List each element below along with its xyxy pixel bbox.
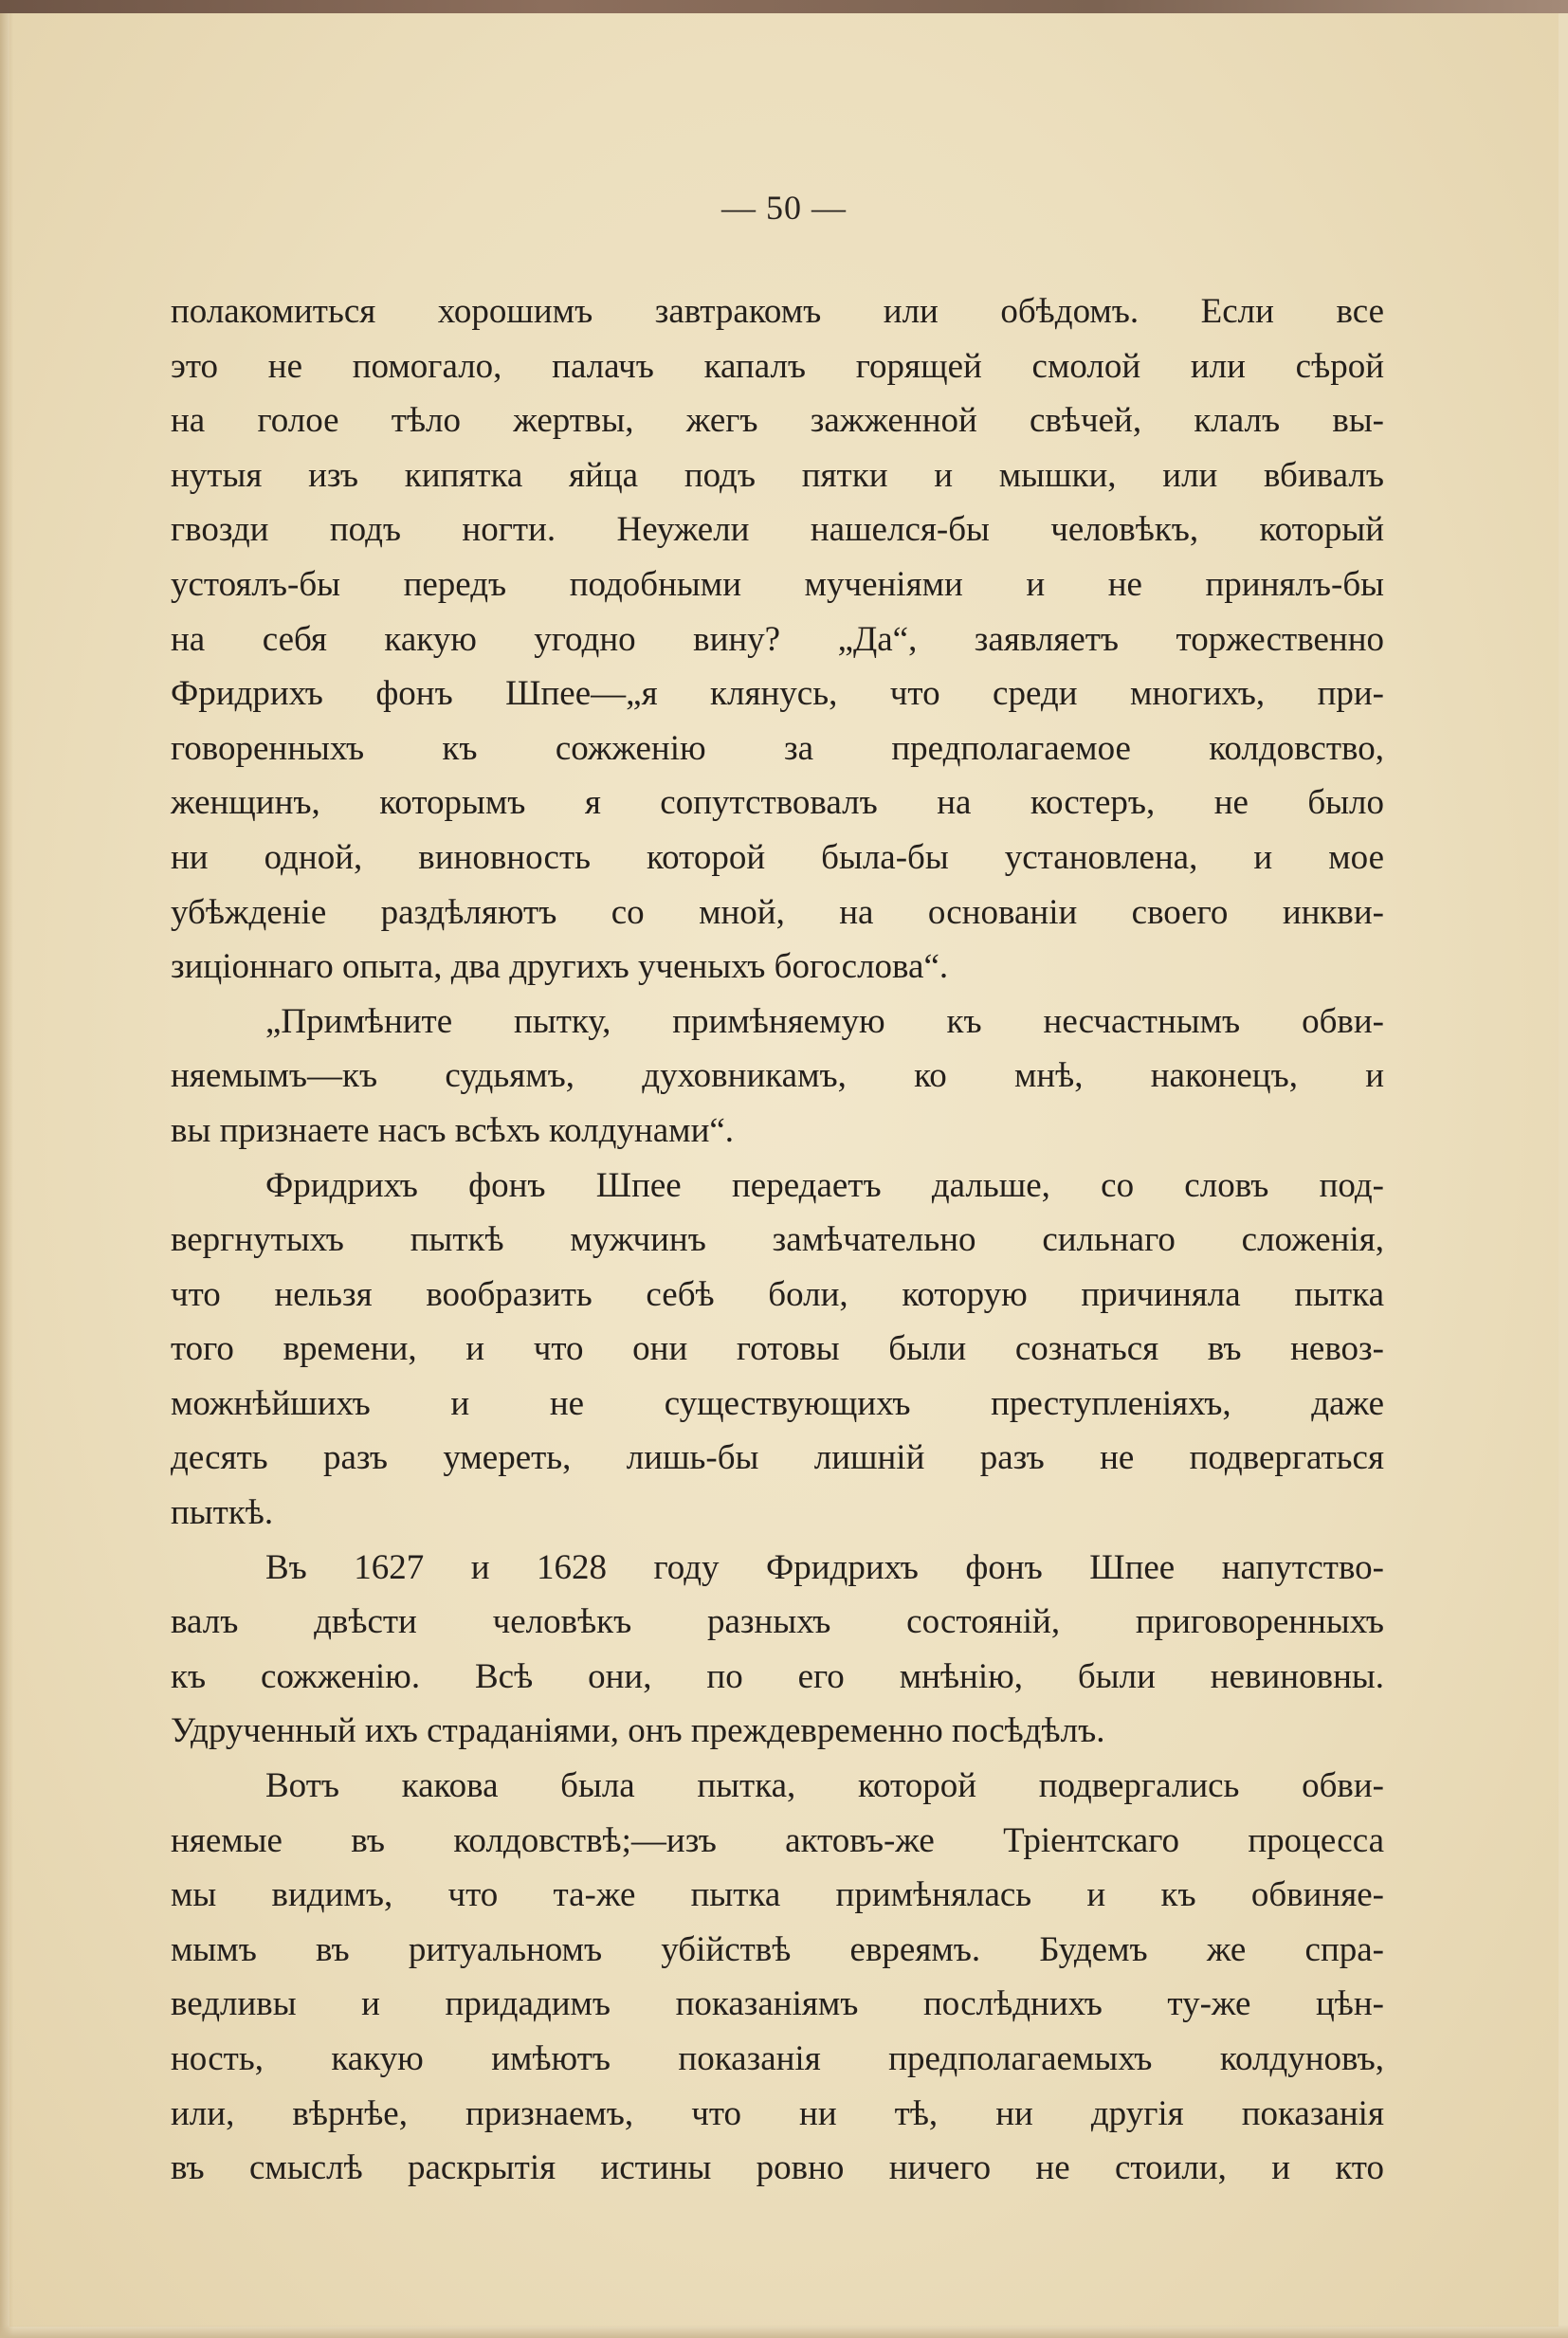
body-text — [171, 284, 1384, 2196]
text-line: мы видимъ, что та-же пытка примѣнялась и къ обвиняе- — [171, 1875, 1384, 1915]
text-line: къ сожженію. Всѣ они, по его мнѣнію, были невиновны. — [171, 1656, 1384, 1696]
text-line: мымъ въ ритуальномъ убійствѣ евреямъ. Будемъ же спра- — [171, 1929, 1384, 1969]
text-line: ни одной, виновность которой была-бы установлена, и мое — [171, 837, 1384, 877]
text-line: няемые въ колдовствѣ;—изъ актовъ-же Тріентскаго процесса — [171, 1820, 1384, 1860]
text-line: женщинъ, которымъ я сопутствовалъ на костеръ, не было — [171, 783, 1384, 823]
text-line: нутыя изъ кипятка яйца подъ пятки и мышки, или вбивалъ — [171, 455, 1384, 495]
text-line: ведливы и придадимъ показаніямъ послѣднихъ ту-же цѣн- — [171, 1984, 1384, 2024]
text-line: въ смыслѣ раскрытія истины ровно ничего не стоили, и кто — [171, 2148, 1384, 2188]
text-line: можнѣйшихъ и не существующихъ преступленіяхъ, даже — [171, 1383, 1384, 1423]
paragraph-first-line: „Примѣните пытку, примѣняемую къ несчастнымъ обви- — [265, 1001, 1384, 1041]
text-line: того времени, и что они готовы были сознаться въ невоз- — [171, 1329, 1384, 1369]
text-line: Фридрихъ фонъ Шпее—„я клянусь, что среди многихъ, при- — [171, 674, 1384, 714]
text-line: ность, какую имѣютъ показанія предполагаемыхъ колдуновъ, — [171, 2039, 1384, 2078]
text-line: что нельзя вообразить себѣ боли, которую причиняла пытка — [171, 1274, 1384, 1314]
paragraph-first-line: Вотъ какова была пытка, которой подвергались обви- — [265, 1766, 1384, 1806]
text-line: говоренныхъ къ сожженію за предполагаемое колдовство, — [171, 728, 1384, 768]
text-line: убѣжденіе раздѣляютъ со мной, на основаніи своего инкви- — [171, 892, 1384, 932]
page-top-edge — [0, 0, 1568, 13]
text-line: на себя какую угодно вину? „Да“, заявляетъ торжественно — [171, 619, 1384, 659]
page-bottom-shadow — [0, 2325, 1568, 2338]
text-line: гвозди подъ ногти. Неужели нашелся-бы человѣкъ, который — [171, 510, 1384, 550]
text-line: устоялъ-бы передъ подобными мученіями и не принялъ-бы — [171, 564, 1384, 604]
text-line: или, вѣрнѣе, признаемъ, что ни тѣ, ни другія показанія — [171, 2093, 1384, 2133]
paragraph-last-line: зиціоннаго опыта, два другихъ ученыхъ богослова“. — [171, 947, 949, 987]
page-left-shadow — [0, 13, 13, 2338]
paragraph-last-line: Удрученный ихъ страданіями, онъ преждевременно посѣдѣлъ. — [171, 1711, 1105, 1751]
text-line: на голое тѣло жертвы, жегъ зажженной свѣчей, клалъ вы- — [171, 401, 1384, 441]
text-line: валъ двѣсти человѣкъ разныхъ состояній, приговоренныхъ — [171, 1602, 1384, 1642]
paragraph-first-line: Въ 1627 и 1628 году Фридрихъ фонъ Шпее напутство- — [265, 1547, 1384, 1587]
text-line: вергнутыхъ пыткѣ мужчинъ замѣчательно сильнаго сложенія, — [171, 1220, 1384, 1260]
text-line: десять разъ умереть, лишь-бы лишній разъ не подвергаться — [171, 1438, 1384, 1478]
text-line: полакомиться хорошимъ завтракомъ или обѣдомъ. Если все — [171, 292, 1384, 331]
page-number: — 50 — — [721, 189, 847, 227]
text-line: это не помогало, палачъ капалъ горящей смолой или сѣрой — [171, 346, 1384, 386]
paragraph-last-line: пыткѣ. — [171, 1493, 274, 1533]
text-line: няемымъ—къ судьямъ, духовникамъ, ко мнѣ, наконецъ, и — [171, 1056, 1384, 1096]
paragraph-first-line: Фридрихъ фонъ Шпее передаетъ дальше, со словъ под- — [265, 1165, 1384, 1205]
paragraph-last-line: вы признаете насъ всѣхъ колдунами“. — [171, 1110, 735, 1150]
